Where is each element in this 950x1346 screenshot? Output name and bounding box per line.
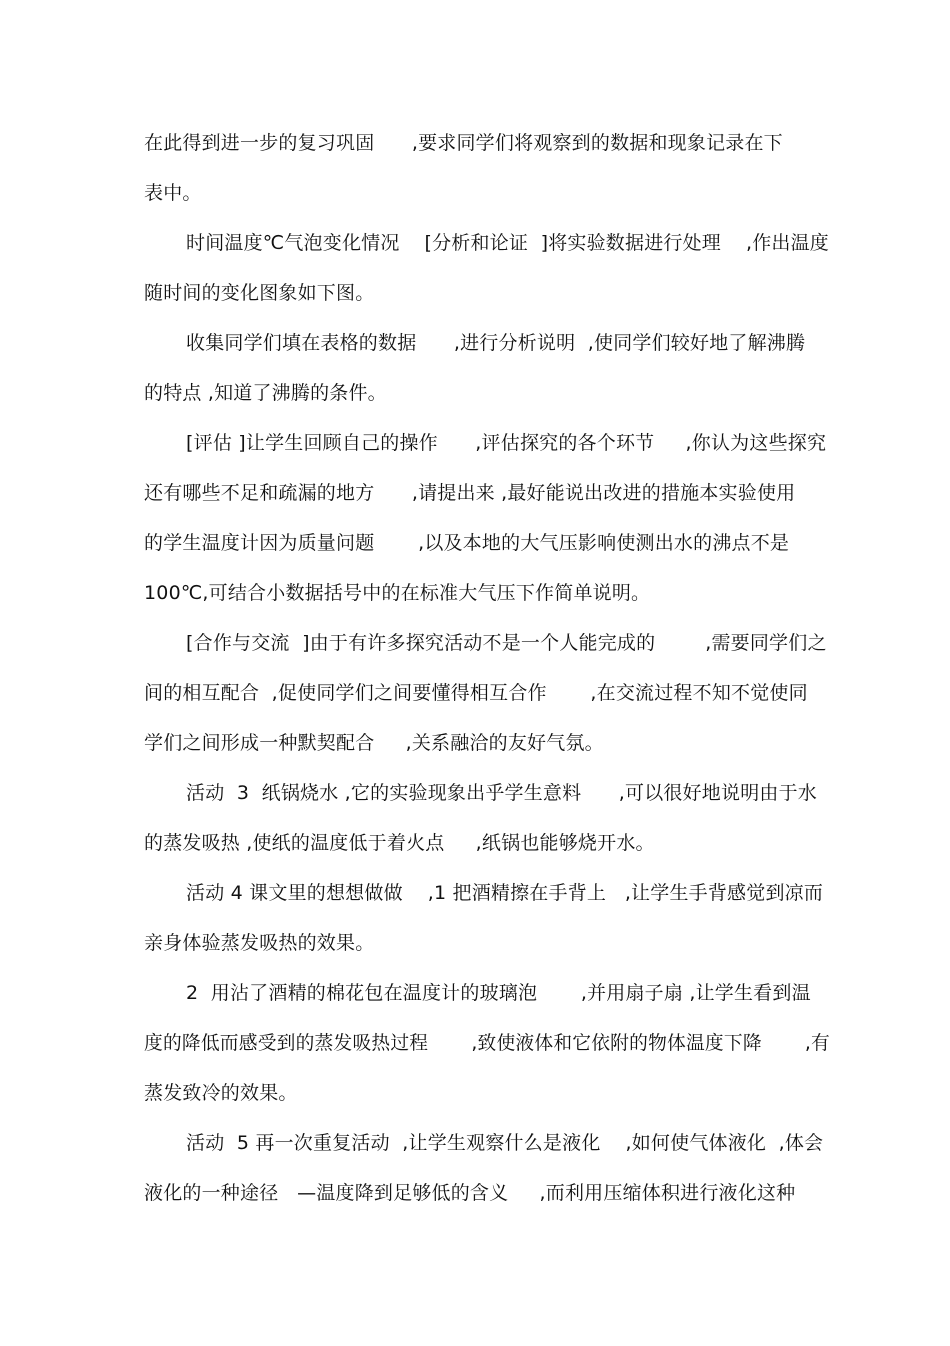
text-line: 的学生温度计因为质量问题 ,以及本地的大气压影响使测出水的沸点不是 [144, 532, 790, 554]
text-line: 还有哪些不足和疏漏的地方 ,请提出来 ,最好能说出改进的措施本实验使用 [144, 482, 796, 504]
text-line: 活动 5 再一次重复活动 ,让学生观察什么是液化 ,如何使气体液化 ,体会 [186, 1132, 824, 1154]
text-line: 间的相互配合 ,促使同学们之间要懂得相互合作 ,在交流过程不知不觉使同 [144, 682, 808, 704]
text-line: 收集同学们填在表格的数据 ,进行分析说明 ,使同学们较好地了解沸腾 [186, 332, 806, 354]
text-line: 活动 4 课文里的想想做做 ,1 把酒精擦在手背上 ,让学生手背感觉到凉而 [186, 882, 824, 904]
text-line: 液化的一种途径 —温度降到足够低的含义 ,而利用压缩体积进行液化这种 [144, 1182, 796, 1204]
text-line: [评估 ]让学生回顾自己的操作 ,评估探究的各个环节 ,你认为这些探究 [186, 432, 827, 454]
text-line: 的蒸发吸热 ,使纸的温度低于着火点 ,纸锅也能够烧开水。 [144, 832, 655, 854]
text-line: 表中。 [144, 182, 202, 204]
text-line: 亲身体验蒸发吸热的效果。 [144, 932, 375, 954]
text-line: [合作与交流 ]由于有许多探究活动不是一个人能完成的 ,需要同学们之 [186, 632, 827, 654]
text-line: 的特点 ,知道了沸腾的条件。 [144, 382, 387, 404]
text-line: 蒸发致冷的效果。 [144, 1082, 298, 1104]
text-line: 在此得到进一步的复习巩固 ,要求同学们将观察到的数据和现象记录在下 [144, 132, 783, 154]
text-line: 2 用沾了酒精的棉花包在温度计的玻璃泡 ,并用扇子扇 ,让学生看到温 [186, 982, 811, 1004]
text-line: 活动 3 纸锅烧水 ,它的实验现象出乎学生意料 ,可以很好地说明由于水 [186, 782, 818, 804]
text-line: 随时间的变化图象如下图。 [144, 282, 375, 304]
text-line: 学们之间形成一种默契配合 ,关系融洽的友好气氛。 [144, 732, 604, 754]
text-line: 度的降低而感受到的蒸发吸热过程 ,致使液体和它依附的物体温度下降 ,有 [144, 1032, 831, 1054]
text-line: 100℃,可结合小数据括号中的在标准大气压下作简单说明。 [144, 582, 651, 604]
text-line: 时间温度℃气泡变化情况 [分析和论证 ]将实验数据进行处理 ,作出温度 [186, 232, 829, 254]
